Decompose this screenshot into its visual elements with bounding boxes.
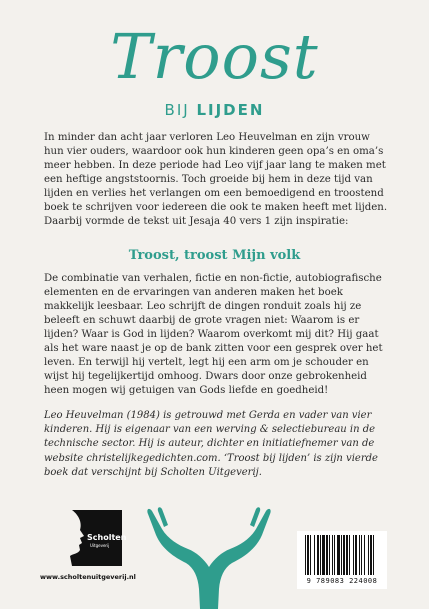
barcode-bar xyxy=(355,535,357,575)
barcode-bar xyxy=(370,535,372,575)
subtitle-bold: LIJDEN xyxy=(196,101,265,119)
barcode-bar xyxy=(361,535,362,575)
barcode-bar xyxy=(322,535,325,575)
book-title: Troost xyxy=(110,20,319,93)
barcode-bar xyxy=(320,535,321,575)
isbn-number: 9 789083 224008 xyxy=(306,577,378,585)
blurb-paragraph-1: In minder dan acht jaar verloren Leo Heuvelman en zijn vrouw hun vier ouders, waardoor ook hun kinderen geen opa’s en oma’s meer hebben. In deze periode had Leo vijf jaar lang te maken met een heftige angststoornis. Toch groeide bij hem in deze tijd van lijden en verlies het verlangen om een bemoedigend en troostend boek te schrijven voor iedereen die ook te maken heeft met lijden. Daarbij vormde de tekst uit Jesaja 40 vers 1 zijn inspiratie: xyxy=(44,132,388,227)
book-subtitle xyxy=(0,101,429,119)
raised-hands-icon xyxy=(144,505,274,609)
barcode-bar xyxy=(310,535,311,575)
profile-silhouette-icon xyxy=(60,510,90,566)
barcode-bars xyxy=(303,535,381,575)
barcode-bar xyxy=(307,535,309,575)
barcode-bar xyxy=(364,535,365,575)
barcode-bar xyxy=(353,535,354,575)
barcode-bar xyxy=(337,535,340,575)
barcode-bar xyxy=(346,535,348,575)
barcode-bar xyxy=(341,535,342,575)
subtitle-light: BIJ xyxy=(164,101,197,119)
scripture-quote: Troost, troost Mijn volk xyxy=(128,248,301,263)
barcode-bar xyxy=(368,535,369,575)
blurb-paragraph-2: De combinatie van verhalen, fictie en non-fictie, autobiografische elementen en de ervaringen van anderen maken het boek makkelijk leesbaar. Leo schrijft de dingen ronduit zoals hij ze beleeft en schuwt daarbij de grote vragen niet: Waarom is er lijden? Waar is God in lijden? Waarom overkomt mij dit? Hij gaat als het ware naast je op de bank zitten voor een gesprek over het leven. En terwijl hij vertelt, legt hij een arm om je schouder en wijst hij tegelijkertijd omhoog. Dwars door onze gebrokenheid heen mogen wij getuigen van Gods liefde en goedheid! xyxy=(44,273,383,396)
barcode-bar xyxy=(334,535,335,575)
author-bio: Leo Heuvelman (1984) is getrouwd met Gerda en vader van vier kinderen. Hij is eigenaar van een werving & selectiebureau in de technische sector. Hij is auteur, dichter en initiatiefnemer van de website christelijkegedichten.com. ‘Troost bij lijden’ is zijn vierde boek dat verschijnt bij Scholten Uitgeverij. xyxy=(44,410,378,478)
barcode-bar xyxy=(373,535,374,575)
barcode-bar xyxy=(349,535,350,575)
barcode-bar xyxy=(314,535,315,575)
publisher-website: www.scholtenuitgeverij.nl xyxy=(40,573,136,581)
publisher-logo-subtitle: Uitgeverij xyxy=(90,543,110,548)
barcode-bar xyxy=(343,535,345,575)
isbn-barcode xyxy=(297,531,387,589)
barcode-bar xyxy=(317,535,319,575)
barcode-bar xyxy=(326,535,328,575)
barcode-bar xyxy=(305,535,306,575)
barcode-bar xyxy=(359,535,360,575)
publisher-logo-name: Scholten xyxy=(87,533,127,542)
barcode-bar xyxy=(329,535,330,575)
barcode-bar xyxy=(332,535,333,575)
publisher-logo xyxy=(60,510,127,566)
